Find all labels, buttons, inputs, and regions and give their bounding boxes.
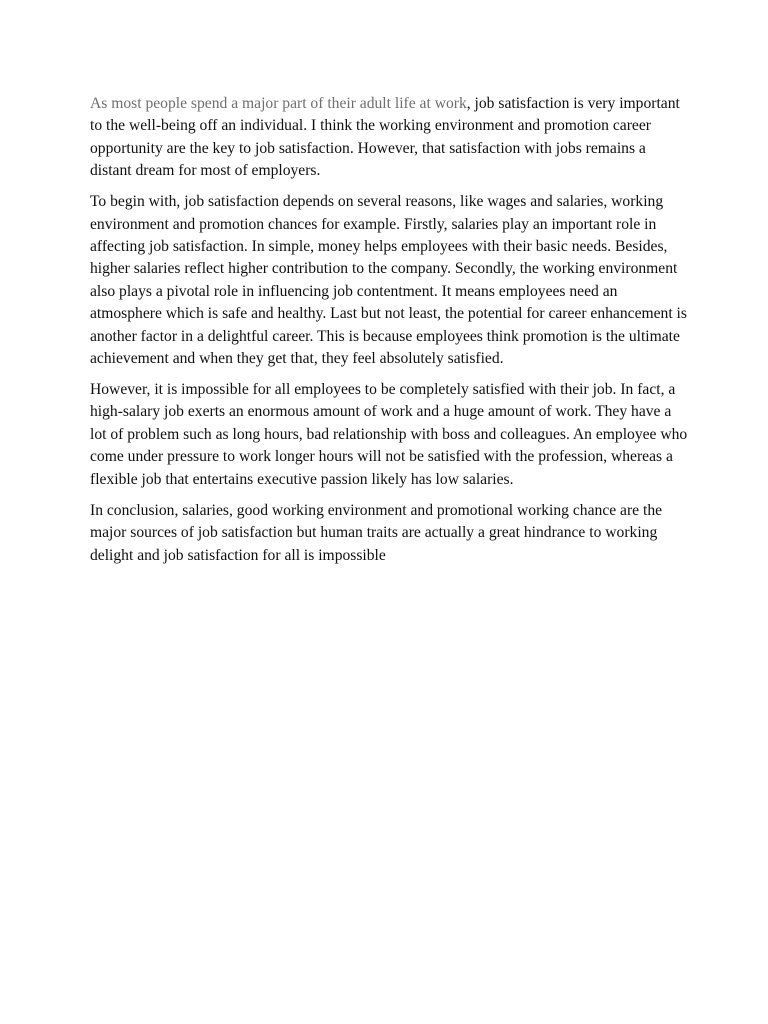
paragraph-introduction [90,93,690,183]
essay-body [90,93,690,576]
paragraph-conclusion: In conclusion, salaries, good working environment and promotional working chance are the major sources of job satisfaction but human traits are actually a great hindrance to working delight and job satisfaction for all is impossible [90,501,663,564]
paragraph-body-2: However, it is impossible for all employees to be completely satisfied with their job. In fact, a high-salary job exerts an enormous amount of work and a huge amount of work. They have a lot of problem such as long hours, bad relationship with boss and colleagues. An employee who come under pressure to work longer hours will not be satisfied with the profession, whereas a flexible job that entertains executive passion likely has low salaries. [90,381,688,488]
intro-body-text: , job satisfaction is very important to the well-being off an individual. I think the working environment and promotion career opportunity are the key to job satisfaction. However, that satisfaction with jobs remains a distant dream for most of employers. [90,95,680,180]
intro-lead-text: As most people spend a major part of their adult life at work [90,95,467,112]
paragraph-body-1: To begin with, job satisfaction depends on several reasons, like wages and salaries, working environment and promotion chances for example. Firstly, salaries play an important role in affecting job satisfaction. In simple, money helps employees with their basic needs. Besides, higher salaries reflect higher contribution to the company. Secondly, the working environment also plays a pivotal role in influencing job contentment. It means employees need an atmosphere which is safe and healthy. Last but not least, the potential for career enhancement is another factor in a delightful career. This is because employees think promotion is the ultimate achievement and when they get that, they feel absolutely satisfied. [90,193,687,368]
